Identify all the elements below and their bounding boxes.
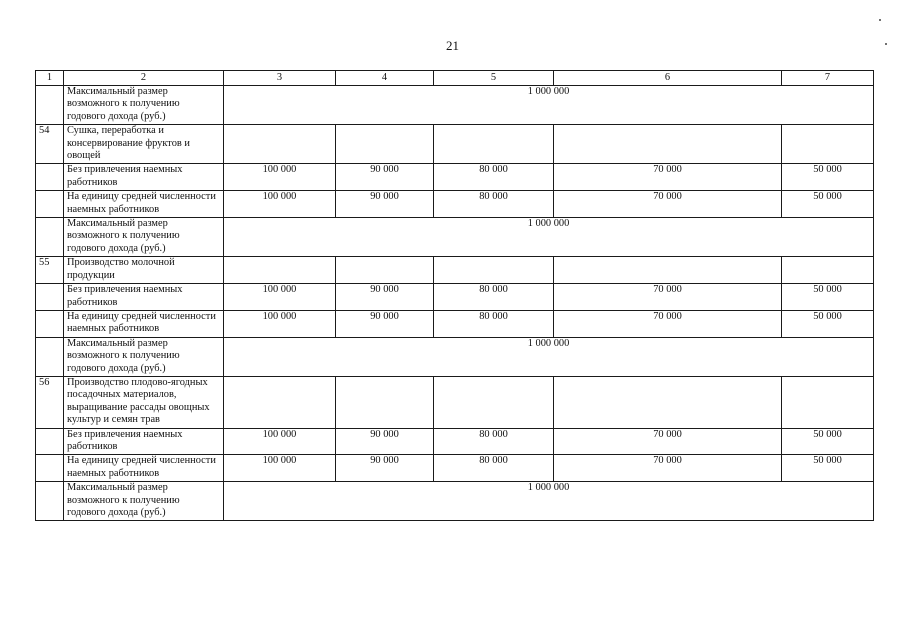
value-cell: 70 000 [554, 455, 782, 482]
empty-cell [782, 125, 874, 164]
max-income-row [36, 218, 874, 257]
value-cell: 100 000 [224, 428, 336, 455]
row-label: Без привлечения наемных работников [64, 428, 224, 455]
value-cell: 70 000 [554, 284, 782, 311]
value-cell: 70 000 [554, 428, 782, 455]
header-row [36, 71, 874, 86]
value-cell: 90 000 [336, 455, 434, 482]
header-cell: 3 [224, 71, 336, 86]
row-number [36, 428, 64, 455]
value-cell: 100 000 [224, 191, 336, 218]
empty-cell [782, 376, 874, 428]
table-row [36, 191, 874, 218]
empty-cell [336, 376, 434, 428]
empty-cell [224, 125, 336, 164]
header-cell: 1 [36, 71, 64, 86]
row-number [36, 482, 64, 521]
scan-speck [879, 19, 881, 21]
row-label: На единицу средней численности наемных работников [64, 310, 224, 337]
row-number [36, 191, 64, 218]
value-cell: 80 000 [434, 455, 554, 482]
max-income-value: 1 000 000 [224, 482, 874, 521]
max-income-row [36, 337, 874, 376]
empty-cell [224, 376, 336, 428]
empty-cell [554, 125, 782, 164]
value-cell: 90 000 [336, 284, 434, 311]
header-cell: 2 [64, 71, 224, 86]
value-cell: 50 000 [782, 310, 874, 337]
scan-speck [885, 43, 887, 45]
value-cell: 100 000 [224, 455, 336, 482]
row-number: 55 [36, 257, 64, 284]
tariff-table [35, 70, 874, 521]
table-row [36, 310, 874, 337]
empty-cell [336, 257, 434, 284]
row-label: Максимальный размер возможного к получению годового дохода (руб.) [64, 218, 224, 257]
row-label: Производство молочной продукции [64, 257, 224, 284]
value-cell: 90 000 [336, 191, 434, 218]
max-income-value: 1 000 000 [224, 86, 874, 125]
table-row [36, 284, 874, 311]
row-label: Без привлечения наемных работников [64, 164, 224, 191]
value-cell: 80 000 [434, 191, 554, 218]
row-label: На единицу средней численности наемных работников [64, 455, 224, 482]
value-cell: 50 000 [782, 455, 874, 482]
table-row [36, 428, 874, 455]
max-income-value: 1 000 000 [224, 218, 874, 257]
row-number: 54 [36, 125, 64, 164]
row-label: Производство плодово-ягодных посадочных материалов, выращивание рассады овощных культур и семян трав [64, 376, 224, 428]
row-number [36, 337, 64, 376]
empty-cell [434, 125, 554, 164]
header-cell: 5 [434, 71, 554, 86]
max-income-value: 1 000 000 [224, 337, 874, 376]
header-cell: 4 [336, 71, 434, 86]
value-cell: 70 000 [554, 164, 782, 191]
value-cell: 80 000 [434, 164, 554, 191]
table-row [36, 164, 874, 191]
row-number [36, 218, 64, 257]
section-title-row [36, 257, 874, 284]
header-cell: 7 [782, 71, 874, 86]
max-income-row [36, 482, 874, 521]
empty-cell [336, 125, 434, 164]
row-number [36, 455, 64, 482]
row-label: Без привлечения наемных работников [64, 284, 224, 311]
value-cell: 100 000 [224, 310, 336, 337]
row-label: На единицу средней численности наемных работников [64, 191, 224, 218]
value-cell: 80 000 [434, 310, 554, 337]
table-row [36, 455, 874, 482]
section-title-row [36, 376, 874, 428]
empty-cell [554, 257, 782, 284]
row-number: 56 [36, 376, 64, 428]
section-title-row [36, 125, 874, 164]
value-cell: 90 000 [336, 428, 434, 455]
empty-cell [224, 257, 336, 284]
row-number [36, 284, 64, 311]
value-cell: 80 000 [434, 284, 554, 311]
page-number: 21 [446, 38, 459, 53]
value-cell: 50 000 [782, 191, 874, 218]
value-cell: 50 000 [782, 164, 874, 191]
empty-cell [554, 376, 782, 428]
header-cell: 6 [554, 71, 782, 86]
value-cell: 80 000 [434, 428, 554, 455]
max-income-row [36, 86, 874, 125]
empty-cell [434, 376, 554, 428]
row-number [36, 164, 64, 191]
value-cell: 100 000 [224, 164, 336, 191]
row-label: Максимальный размер возможного к получению годового дохода (руб.) [64, 337, 224, 376]
row-label: Сушка, переработка и консервирование фруктов и овощей [64, 125, 224, 164]
value-cell: 50 000 [782, 428, 874, 455]
value-cell: 90 000 [336, 164, 434, 191]
row-number [36, 310, 64, 337]
value-cell: 90 000 [336, 310, 434, 337]
row-label: Максимальный размер возможного к получению годового дохода (руб.) [64, 482, 224, 521]
value-cell: 100 000 [224, 284, 336, 311]
empty-cell [782, 257, 874, 284]
row-label: Максимальный размер возможного к получению годового дохода (руб.) [64, 86, 224, 125]
value-cell: 50 000 [782, 284, 874, 311]
value-cell: 70 000 [554, 310, 782, 337]
value-cell: 70 000 [554, 191, 782, 218]
empty-cell [434, 257, 554, 284]
row-number [36, 86, 64, 125]
